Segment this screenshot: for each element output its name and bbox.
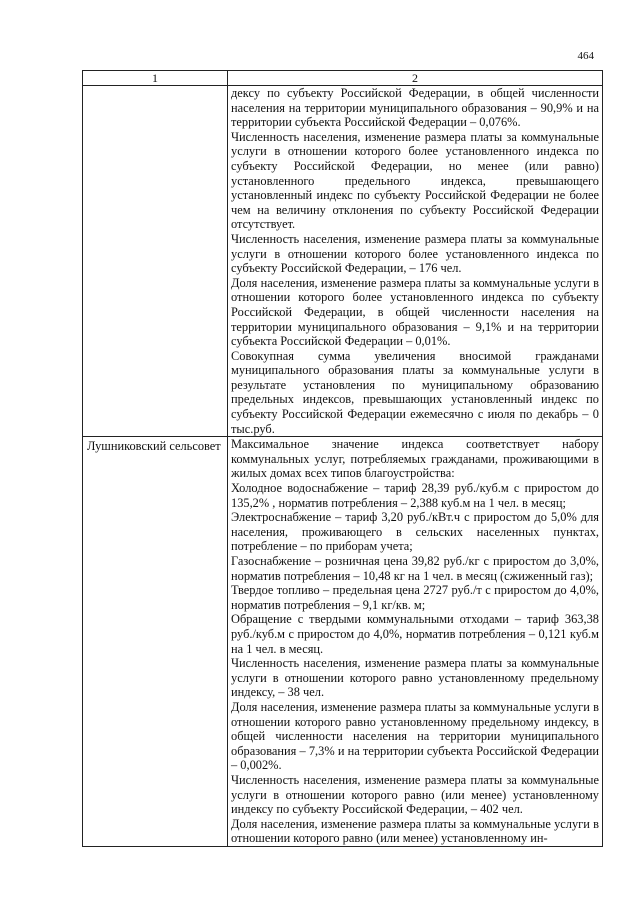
table-header-row	[83, 71, 603, 86]
paragraph: Численность населения, изменение размера платы за коммунальные услуги в отношении которого более установленного индекса по субъекту Российской Федерации, – 176 чел.	[231, 231, 599, 276]
row-description	[228, 437, 603, 847]
paragraph: Холодное водоснабжение – тариф 28,39 руб./куб.м с приростом до 135,2% , норматив потребления – 2,388 куб.м на 1 чел. в месяц;	[231, 481, 599, 510]
column-header: 2	[228, 71, 603, 86]
paragraph: дексу по субъекту Российской Федерации, в общей численности населения на территории муниципального образования – 90,9% и на территории субъекта Российской Федерации – 0,076%.	[231, 86, 599, 130]
paragraph: Электроснабжение – тариф 3,20 руб./кВт.ч с приростом до 5,0% для населения, проживающего в сельских населенных пунктах, потребление – по приборам учета;	[231, 510, 599, 554]
paragraph: Максимальное значение индекса соответствует набору коммунальных услуг, потребляемых гражданами, проживающими в жилых домах всех типов благоустройства:	[231, 437, 599, 481]
paragraph: Численность населения, изменение размера платы за коммунальные услуги в отношении которого более установленного индекса по субъекту Российской Федерации, но менее (или равно) установленного предельного индекса, превышающего установленный индекс по субъекту Российской Федерации не более чем на величину отклонения по субъекту Российской Федерации отсутствует.	[231, 129, 599, 232]
table-row	[83, 86, 603, 437]
paragraph: Доля населения, изменение размера платы за коммунальные услуги в отношении которого равно установленному предельному индексу, в общей численности населения на территории муниципального образования – 7,3% и на территории субъекта Российской Федерации – 0,002%.	[231, 699, 599, 773]
paragraph: Газоснабжение – розничная цена 39,82 руб./кг с приростом до 3,0%, норматив потребления – 10,48 кг на 1 чел. в месяц (сжиженный газ);	[231, 554, 599, 583]
municipality-name	[83, 86, 228, 437]
data-table	[82, 70, 603, 847]
paragraph: Доля населения, изменение размера платы за коммунальные услуги в отношении которого равно (или менее) установленному ин-	[231, 816, 599, 846]
paragraph: Численность населения, изменение размера платы за коммунальные услуги в отношении которого равно установленному предельному индексу, – 38 чел.	[231, 656, 599, 700]
paragraph: Численность населения, изменение размера платы за коммунальные услуги в отношении которого равно (или менее) установленному индексу по субъекту Российской Федерации, – 402 чел.	[231, 772, 599, 817]
paragraph: Обращение с твердыми коммунальными отходами – тариф 363,38 руб./куб.м с приростом до 4,0%, норматив потребления – 0,121 куб.м на 1 чел. в месяц.	[231, 612, 599, 656]
paragraph: Совокупная сумма увеличения вносимой гражданами муниципального образования платы за коммунальные услуги в результате установления по муниципальному образованию предельных индексов, превышающих установленный индекс по субъекту Российской Федерации ежемесячно с июля по декабрь – 0 тыс.руб.	[231, 348, 599, 436]
municipality-name: Лушниковский сельсовет	[83, 437, 228, 847]
paragraph: Твердое топливо – предельная цена 2727 руб./т с приростом до 4,0%, норматив потребления – 9,1 кг/кв. м;	[231, 583, 599, 612]
paragraph: Доля населения, изменение размера платы за коммунальные услуги в отношении которого более установленного индекса по субъекту Российской Федерации, в общей численности населения на территории муниципального образования – 9,1% и на территории субъекта Российской Федерации – 0,01%.	[231, 275, 599, 349]
row-description	[228, 86, 603, 437]
column-header: 1	[83, 71, 228, 86]
page-number: 464	[577, 50, 594, 62]
table-row	[83, 437, 603, 847]
